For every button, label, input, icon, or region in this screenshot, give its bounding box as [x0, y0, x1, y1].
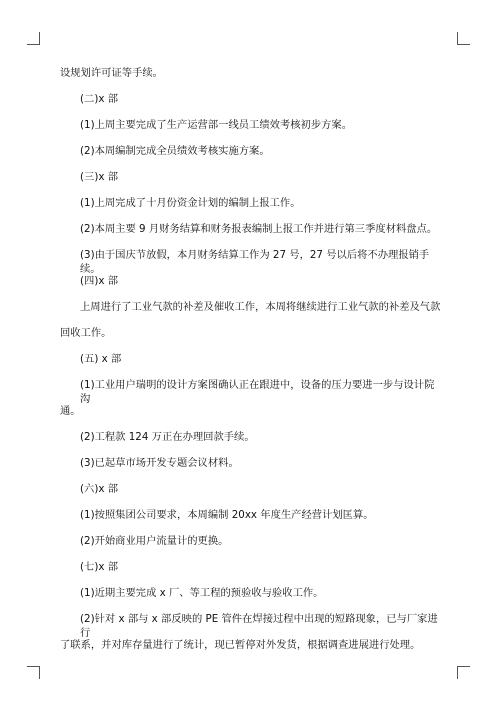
text-line: (2)针对 x 部与 x 部反映的 PE 管件在焊接过程中出现的短路现象，已与厂家进行	[80, 613, 438, 639]
crop-mark-bottom-right	[457, 666, 470, 679]
text-line: (1)工业用户瑞明的设计方案图确认正在跟进中，设备的压力要进一步与设计院沟	[80, 379, 435, 405]
text-line: (二)x 部	[80, 93, 118, 105]
text-line: (2)工程款 124 万正在办理回款手续。	[80, 431, 255, 443]
document-body	[60, 66, 444, 664]
text-line: (3)已起草市场开发专题会议材料。	[80, 457, 239, 469]
crop-mark-top-right	[457, 32, 470, 45]
text-line: 上周进行了工业气款的补差及催收工作，本周将继续进行工业气款的补差及气款	[80, 301, 441, 313]
text-line: (1)上周完成了十月份资金计划的编制上报工作。	[80, 197, 301, 209]
text-line: (七)x 部	[80, 561, 118, 573]
text-line: (三)x 部	[80, 171, 118, 183]
text-line: 设规划许可证等手续。	[60, 67, 163, 79]
text-line: (1)按照集团公司要求，本周编制 20xx 年度生产经营计划匡算。	[80, 509, 374, 521]
text-line: (四)x 部	[80, 275, 118, 287]
text-line: (3)由于国庆节放假，本月财务结算工作为 27 号，27 号以后将不办理报销手续。	[80, 249, 430, 275]
text-line: (2)本周主要 9 月财务结算和财务报表编制上报工作并进行第三季度材料盘点。	[80, 223, 438, 235]
text-line: (1)近期主要完成 x 厂、等工程的预验收与验收工作。	[80, 587, 324, 599]
crop-mark-top-left	[27, 32, 40, 45]
text-line: (2)本周编制完成全员绩效考核实施方案。	[80, 145, 270, 157]
text-line: 了联系，并对库存量进行了统计，现已暂停对外发货，根据调查进展进行处理。	[60, 639, 421, 651]
text-line: 通。	[60, 405, 81, 417]
text-line: (2)开始商业用户流量计的更换。	[80, 535, 229, 547]
text-line: 回收工作。	[60, 327, 112, 339]
text-line: (五) x 部	[80, 353, 122, 365]
crop-mark-bottom-left	[27, 666, 40, 679]
text-line: (六)x 部	[80, 483, 118, 495]
text-line: (1)上周主要完成了生产运营部一线员工绩效考核初步方案。	[80, 119, 353, 131]
